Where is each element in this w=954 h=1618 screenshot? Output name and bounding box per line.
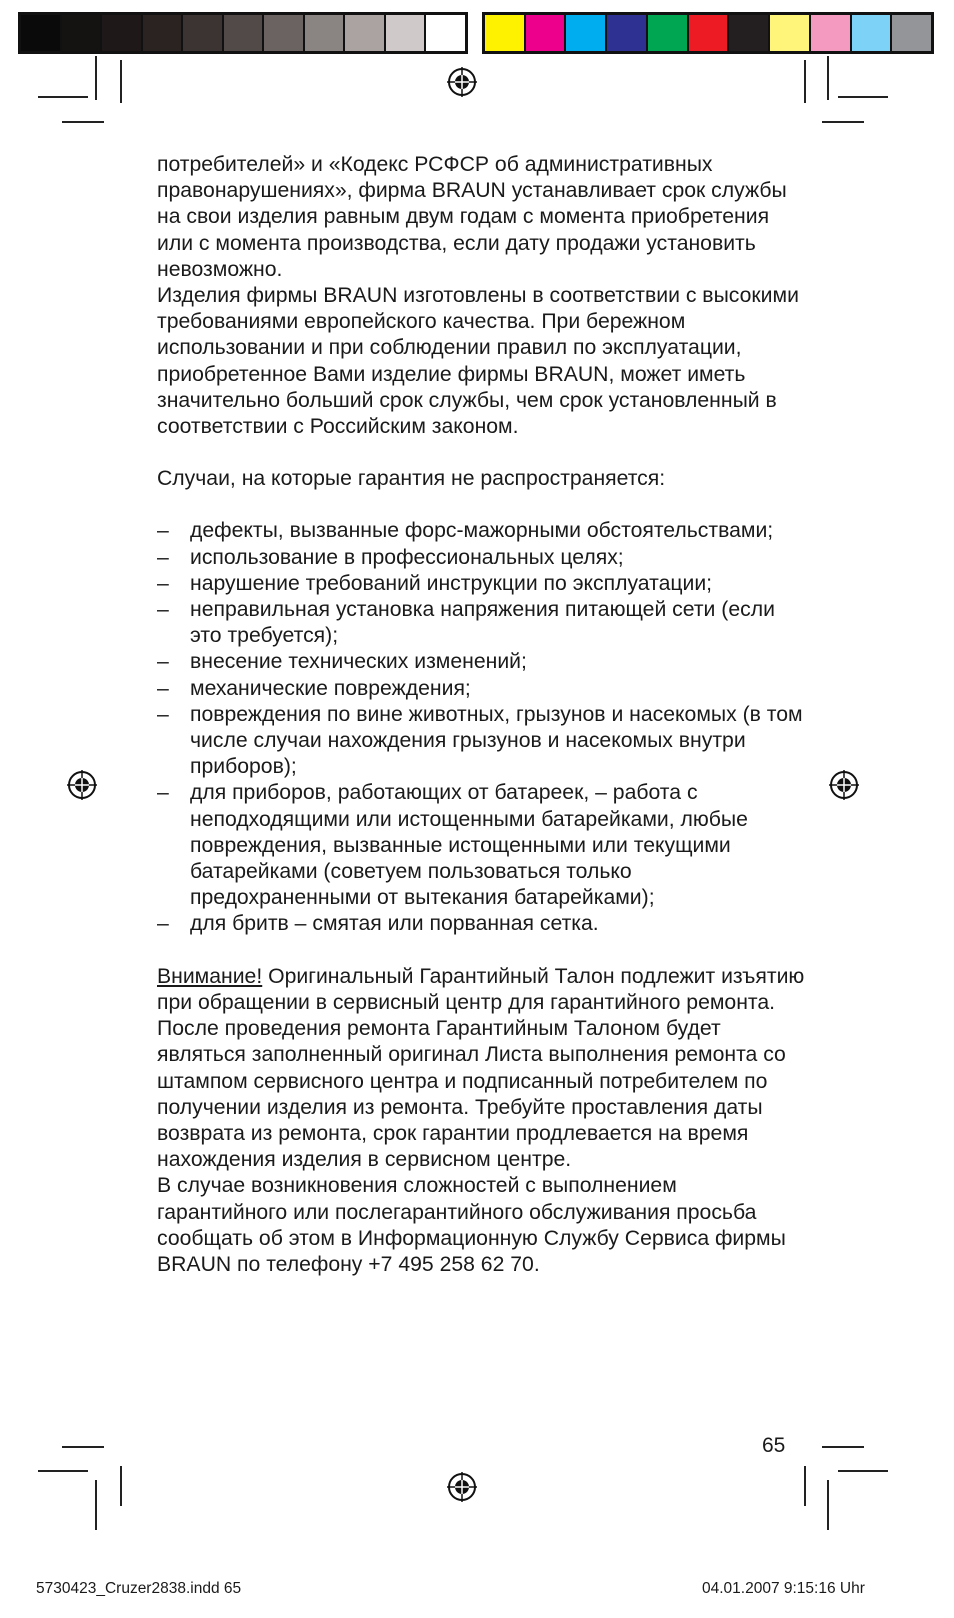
cmyk-color-bar bbox=[482, 12, 934, 54]
color-swatch bbox=[607, 15, 648, 51]
spacer bbox=[157, 440, 807, 466]
crop-mark bbox=[822, 1446, 864, 1448]
color-swatch bbox=[892, 15, 931, 51]
color-swatch bbox=[21, 15, 62, 51]
crop-mark bbox=[38, 96, 88, 98]
crop-mark bbox=[120, 1466, 122, 1506]
list-item-text: использование в профессиональных целях; bbox=[190, 545, 624, 569]
list-dash: – bbox=[157, 519, 169, 543]
color-swatch bbox=[485, 15, 526, 51]
spacer bbox=[157, 492, 807, 518]
color-swatch bbox=[852, 15, 893, 51]
list-dash: – bbox=[157, 912, 169, 936]
registration-mark-icon bbox=[67, 770, 97, 800]
list-item bbox=[157, 676, 807, 702]
color-swatch bbox=[770, 15, 811, 51]
color-swatch bbox=[811, 15, 852, 51]
list-dash: – bbox=[157, 702, 169, 726]
list-dash: – bbox=[157, 781, 169, 805]
list-item-text: повреждения по вине животных, грызунов и насекомых (в том числе случаи нахождения грызунов и насекомых внутри приборов); bbox=[190, 702, 803, 779]
crop-mark bbox=[838, 96, 888, 98]
paragraph-contact: В случае возникновения сложностей с выполнением гарантийного или послегарантийного обслуживания просьба сообщать об этом в Информационную Службу Сервиса фирмы BRAUN по телефону +7 495 258 62 70. bbox=[157, 1174, 786, 1276]
list-item bbox=[157, 649, 807, 675]
list-dash: – bbox=[157, 676, 169, 700]
list-dash: – bbox=[157, 598, 169, 622]
warning-text: Оригинальный Гарантийный Талон подлежит изъятию при обращении в сервисный центр для гарантийного ремонта. После проведения ремонта Гарантийным Талоном будет являться заполненный оригинал Листа выполнения ремонта со штампом сервисного центра и подписанный потребителем по получении изделия из ремонта. Требуйте проставления даты возврата из ремонта, срок гарантии продлевается на время нахождения изделия в сервисном центре. bbox=[157, 964, 805, 1172]
paragraph-exclusions-intro: Случаи, на которые гарантия не распространяется: bbox=[157, 467, 666, 491]
list-item-text: дефекты, вызванные форс-мажорными обстоятельствами; bbox=[190, 519, 774, 543]
color-swatch bbox=[345, 15, 386, 51]
registration-mark-icon bbox=[829, 770, 859, 800]
list-dash: – bbox=[157, 571, 169, 595]
crop-mark bbox=[827, 56, 829, 100]
crop-mark bbox=[804, 60, 806, 103]
registration-mark-icon bbox=[447, 1472, 477, 1502]
list-item bbox=[157, 780, 807, 911]
color-swatch bbox=[426, 15, 465, 51]
paragraph-quality: Изделия фирмы BRAUN изготовлены в соответствии с высокими требованиями европейского качества. При бережном использовании и при соблюдении правил по эксплуатации, приобретенное Вами изделие фирмы BRAUN, может иметь значительно больший срок службы, чем срок установленный в соответствии с Российским законом. bbox=[157, 284, 799, 439]
list-item bbox=[157, 702, 807, 781]
grayscale-color-bar bbox=[18, 12, 468, 54]
color-swatch bbox=[305, 15, 346, 51]
crop-mark bbox=[62, 121, 104, 123]
list-item bbox=[157, 597, 807, 649]
crop-mark bbox=[38, 1470, 88, 1472]
list-item bbox=[157, 518, 807, 544]
crop-mark bbox=[95, 56, 97, 100]
list-item bbox=[157, 545, 807, 571]
list-item bbox=[157, 571, 807, 597]
page-content bbox=[157, 152, 807, 1278]
warning-label: Внимание! bbox=[157, 964, 263, 988]
color-swatch bbox=[386, 15, 427, 51]
color-swatch bbox=[102, 15, 143, 51]
crop-mark bbox=[804, 1466, 806, 1506]
list-dash: – bbox=[157, 650, 169, 674]
color-swatch bbox=[689, 15, 730, 51]
list-item-text: для приборов, работающих от батареек, – работа с неподходящими или истощенными батарейками, любые повреждения, вызванные истощенными или текущими батарейками (советуем пользоваться только предохраненными от вытекания батарейками); bbox=[190, 781, 748, 910]
list-item-text: для бритв – смятая или порванная сетка. bbox=[190, 912, 599, 936]
list-dash: – bbox=[157, 545, 169, 569]
slug-timestamp: 04.01.2007 9:15:16 Uhr bbox=[702, 1580, 865, 1597]
crop-mark bbox=[838, 1470, 888, 1472]
list-item-text: неправильная установка напряжения питающей сети (если это требуется); bbox=[190, 598, 775, 648]
exclusions-list bbox=[157, 518, 807, 937]
crop-mark bbox=[95, 1480, 97, 1530]
list-item-text: внесение технических изменений; bbox=[190, 650, 527, 674]
list-item-text: нарушение требований инструкции по эксплуатации; bbox=[190, 571, 713, 595]
color-swatch bbox=[143, 15, 184, 51]
crop-mark bbox=[62, 1446, 104, 1448]
color-swatch bbox=[224, 15, 265, 51]
page-number: 65 bbox=[762, 1434, 786, 1457]
color-swatch bbox=[183, 15, 224, 51]
color-swatch bbox=[62, 15, 103, 51]
crop-mark bbox=[120, 60, 122, 103]
color-swatch bbox=[566, 15, 607, 51]
slug-filename: 5730423_Cruzer2838.indd 65 bbox=[36, 1580, 242, 1597]
color-swatch bbox=[264, 15, 305, 51]
list-item-text: механические повреждения; bbox=[190, 676, 471, 700]
paragraph-service-life: потребителей» и «Кодекс РСФСР об административных правонарушениях», фирма BRAUN устанавливает срок службы на свои изделия равным двум годам с момента приобретения или с момента производства, если дату продажи установить невозможно. bbox=[157, 153, 787, 281]
registration-mark-icon bbox=[447, 67, 477, 97]
color-swatch bbox=[648, 15, 689, 51]
color-swatch bbox=[729, 15, 770, 51]
crop-mark bbox=[822, 121, 864, 123]
crop-mark bbox=[827, 1480, 829, 1530]
list-item bbox=[157, 911, 807, 937]
paragraph-warning bbox=[157, 964, 807, 1174]
color-swatch bbox=[526, 15, 567, 51]
spacer bbox=[157, 938, 807, 964]
